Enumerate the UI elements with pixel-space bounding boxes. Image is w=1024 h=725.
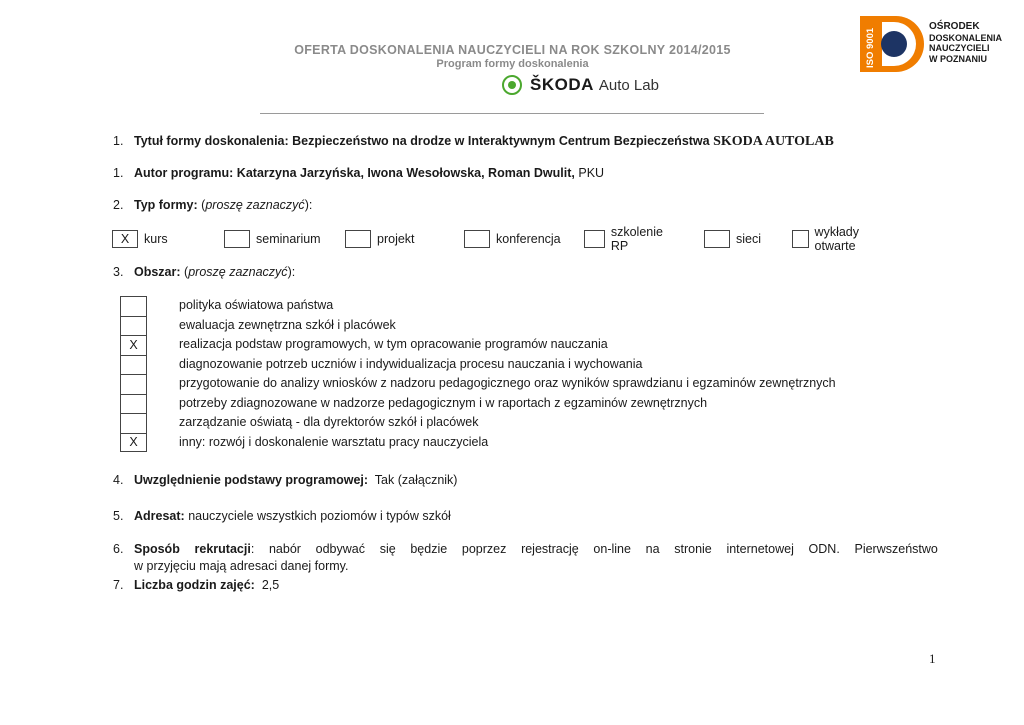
label-word: rekrutacji: [194, 542, 251, 556]
area-checkbox[interactable]: [120, 316, 147, 336]
hint-close: ):: [287, 265, 296, 279]
recruit-word: na: [645, 542, 660, 556]
title-value-serif: SKODA AUTOLAB: [713, 134, 834, 149]
type-checkbox[interactable]: [345, 230, 371, 248]
area-option-label: potrzeby zdiagnozowane w nadzorze pedagogicznym i w raportach z egzaminów zewnętrznych: [179, 395, 708, 410]
author-value: Katarzyna Jarzyńska, Iwona Wesołowska, Roman Dwulit,: [236, 166, 575, 180]
section-core-curriculum: [113, 473, 457, 487]
recruit-word: ODN.: [808, 542, 840, 556]
org-line-1: OŚRODEK: [929, 21, 980, 32]
section-author: [113, 166, 604, 180]
type-option-konferencja[interactable]: [464, 229, 561, 249]
org-line-3: NAUCZYCIELI: [929, 43, 990, 53]
section-label: Obszar:: [134, 265, 181, 279]
area-option-label: zarządzanie oświatą - dla dyrektorów szkół i placówek: [179, 415, 479, 429]
core-value: Tak (załącznik): [374, 473, 458, 487]
section-label: Tytuł formy doskonalenia:: [134, 134, 289, 148]
recruit-word: internetowej: [726, 542, 794, 556]
area-option-label: ewaluacja zewnętrzna szkół i placówek: [179, 317, 396, 332]
recruit-word: nabór: [268, 542, 301, 556]
skoda-wheel-icon: [502, 75, 522, 95]
type-option-label: szkolenie RP: [610, 225, 663, 253]
hint-text: proszę zaznaczyć: [188, 265, 288, 279]
type-option-kurs[interactable]: [112, 229, 168, 249]
page-number: 1: [929, 651, 936, 666]
area-checkbox-column: [120, 296, 147, 452]
section-number: 7.: [113, 578, 124, 592]
odn-logo-icon: [860, 16, 924, 72]
area-option-label: realizacja podstaw programowych, w tym opracowanie programów nauczania: [179, 337, 608, 351]
recruit-word: on-line: [593, 542, 631, 556]
iso-label: ISO 9001: [865, 27, 876, 68]
author-suffix: PKU: [578, 166, 605, 180]
label-colon: :: [250, 542, 255, 556]
type-option-label: konferencja: [496, 232, 561, 246]
section-type: [113, 198, 312, 212]
area-options-list: [179, 296, 836, 452]
section-title: [113, 134, 834, 150]
type-option-label: seminarium: [256, 232, 321, 246]
type-option-wyklady-otwarte[interactable]: [792, 225, 868, 253]
hint-close: ):: [304, 198, 313, 212]
recruit-word: będzie: [410, 542, 448, 556]
type-checkbox[interactable]: [224, 230, 250, 248]
area-option-label: polityka oświatowa państwa: [179, 298, 334, 312]
section-label: Typ formy:: [134, 198, 198, 212]
type-option-seminarium[interactable]: [224, 229, 321, 249]
skoda-brand-text: ŠKODA: [530, 75, 594, 94]
area-checkbox[interactable]: [120, 394, 147, 414]
section-label: Autor programu:: [134, 166, 234, 180]
type-option-szkolenie-rp[interactable]: [584, 225, 668, 253]
type-checkbox[interactable]: [584, 230, 605, 248]
area-option-label: inny: rozwój i doskonalenie warsztatu pracy nauczyciela: [179, 434, 489, 449]
section-number: 2.: [113, 198, 124, 212]
skoda-auto-lab-logo: [502, 73, 659, 97]
recruit-word: się: [379, 542, 396, 556]
label-word: Sposób: [134, 542, 180, 556]
hours-value: 2,5: [261, 578, 280, 592]
section-audience: [113, 509, 451, 523]
auto-lab-text: Auto Lab: [598, 76, 659, 94]
type-option-label: projekt: [377, 232, 415, 246]
area-checkbox[interactable]: X: [120, 335, 147, 355]
area-checkbox[interactable]: [120, 355, 147, 375]
org-line-2: DOSKONALENIA: [929, 32, 1003, 43]
label-word-2-wrap: [195, 541, 255, 558]
area-checkbox[interactable]: [120, 413, 147, 433]
document-header-subtitle: Program formy doskonalenia: [436, 58, 589, 70]
type-option-label: kurs: [144, 232, 168, 246]
area-checkbox[interactable]: [120, 296, 147, 316]
section-hours: [113, 578, 279, 592]
recruit-word: rejestrację: [521, 542, 579, 556]
header-divider: [260, 113, 764, 114]
recruit-word: poprzez: [461, 542, 507, 556]
section-number-label: [113, 541, 180, 558]
section-number: 6.: [113, 542, 124, 556]
section-number: 4.: [113, 473, 124, 487]
title-value: Bezpieczeństwo na drodze w Interaktywnym Centrum Bezpieczeństwa: [292, 134, 710, 148]
hint-open: (: [184, 265, 189, 279]
type-option-sieci[interactable]: [704, 229, 761, 249]
type-checkbox[interactable]: X: [112, 230, 138, 248]
type-checkbox[interactable]: [792, 230, 809, 248]
section-number: 3.: [113, 265, 124, 279]
section-number: 1.: [113, 134, 124, 148]
area-checkbox[interactable]: [120, 374, 147, 394]
section-label: Adresat:: [134, 509, 185, 523]
hint-open: (: [201, 198, 206, 212]
section-number: 1.: [113, 166, 124, 180]
recruitment-continuation: w przyjęciu mają adresaci danej formy.: [134, 559, 349, 573]
type-option-projekt[interactable]: [345, 229, 415, 249]
section-area: [113, 265, 295, 279]
document-header-title: OFERTA DOSKONALENIA NAUCZYCIELI NA ROK SZKOLNY 2014/2015: [294, 43, 731, 57]
type-checkbox[interactable]: [464, 230, 490, 248]
area-checkbox[interactable]: X: [120, 433, 147, 453]
recruit-word: odbywać: [315, 542, 365, 556]
type-option-label: wykłady otwarte: [814, 225, 860, 253]
area-option-label: przygotowanie do analizy wniosków z nadzoru pedagogicznego oraz wyników sprawdzianu i egzaminów zewnętrznych: [179, 376, 836, 390]
hint-text: proszę zaznaczyć: [205, 198, 305, 212]
type-option-label: sieci: [736, 232, 762, 246]
recruit-word: Pierwszeństwo: [854, 542, 938, 556]
section-label: Liczba godzin zajęć:: [134, 578, 255, 592]
recruitment-first-line: [113, 541, 938, 558]
area-option-label: diagnozowanie potrzeb uczniów i indywidualizacja procesu nauczania i wychowania: [179, 356, 643, 371]
odn-org-name: [929, 22, 1002, 64]
recruit-word: stronie: [674, 542, 712, 556]
section-number: 5.: [113, 509, 124, 523]
audience-value: nauczyciele wszystkich poziomów i typów szkół: [188, 509, 451, 523]
section-recruitment: [113, 541, 938, 575]
org-line-4: W POZNANIU: [929, 53, 987, 64]
type-checkbox[interactable]: [704, 230, 730, 248]
section-label: Uwzględnienie podstawy programowej:: [134, 473, 369, 487]
